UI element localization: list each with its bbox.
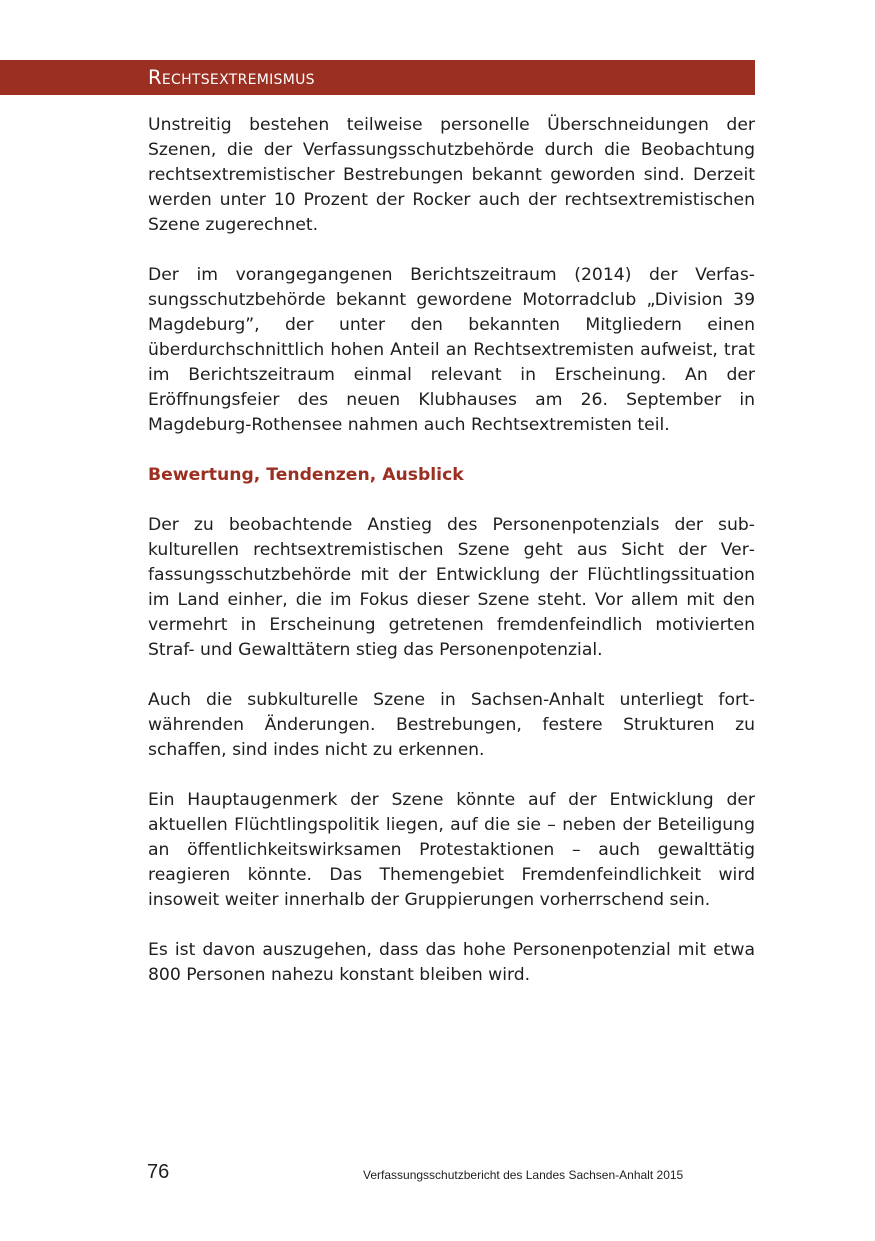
body-paragraph-5: Ein Hauptaugenmerk der Szene könnte auf der Entwicklung der aktuellen Flüchtlingspolitik liegen, auf die sie – neben der Beteiligung an öffentlichkeitswirksamen Protestaktionen – auch gewalttätig reagieren könnte. Das Themengebiet Fremdenfeindlichkeit wird insoweit weiter innerhalb der Gruppierungen vorherrschend sein. [148,790,755,910]
body-paragraph-6: Es ist davon auszugehen, dass das hohe Personenpotenzial mit etwa 800 Personen nahezu konstant bleiben wird. [148,940,755,985]
body-paragraph-1: Unstreitig bestehen teilweise personelle Überschneidungen der Szenen, die der Verfassungsschutzbehörde durch die Beobachtung rechtsextremistischer Bestrebungen bekannt geworden sind. Derzeit werden unter 10 Prozent der Rocker auch der rechtsextremistischen Szene zugerechnet. [148,115,755,235]
main-content [148,113,755,988]
page-number: 76 [147,1161,170,1183]
subheading: Bewertung, Tendenzen, Ausblick [148,465,464,485]
footer-publication-title: Verfassungsschutzbericht des Landes Sachsen-Anhalt 2015 [363,1168,684,1182]
section-header-band [0,60,755,95]
body-paragraph-4: Auch die subkulturelle Szene in Sachsen-Anhalt unterliegt fortwährenden Änderungen. Bestrebungen, festere Strukturen zu schaffen, sind indes nicht zu erkennen. [148,690,755,760]
body-paragraph-2: Der im vorangegangenen Berichtszeitraum (2014) der Verfassungsschutzbehörde bekannt gewordene Motorradclub „Division 39 Magdeburg”, der unter den bekannten Mitgliedern einen überdurchschnittlich hohen Anteil an Rechtsextremisten aufweist, trat im Berichtszeitraum einmal relevant in Erscheinung. An der Eröffnungsfeier des neuen Klubhauses am 26. September in Magdeburg-Rothensee nahmen auch Rechtsextremisten teil. [148,265,755,435]
body-paragraph-3: Der zu beobachtende Anstieg des Personenpotenzials der subkulturellen rechtsextremistischen Szene geht aus Sicht der Verfassungsschutzbehörde mit der Entwicklung der Flüchtlingssituation im Land einher, die im Fokus dieser Szene steht. Vor allem mit den vermehrt in Erscheinung getretenen fremdenfeindlich motivierten Straf- und Gewalttätern stieg das Personenpotenzial. [148,515,755,660]
section-title: Rechtsextremismus [148,66,315,89]
